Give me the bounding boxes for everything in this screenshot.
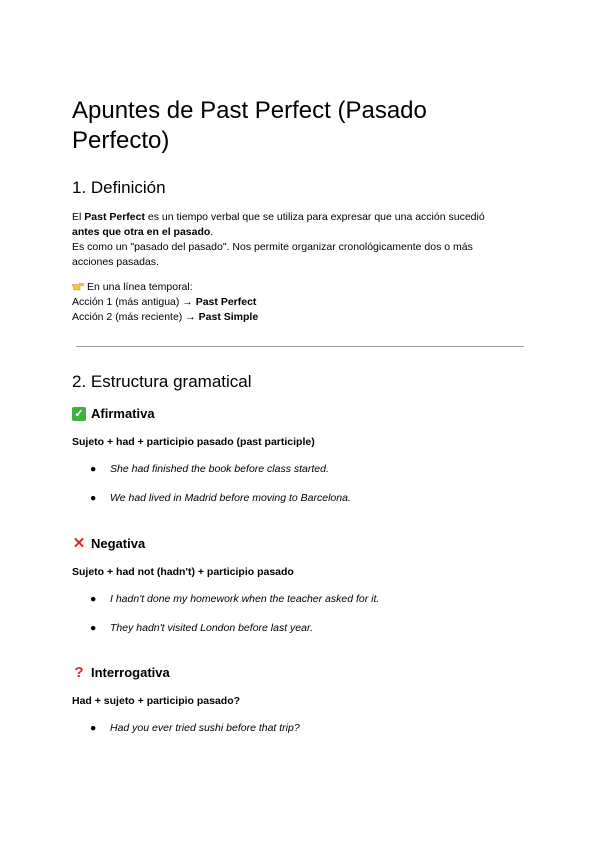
list-item: ● She had finished the book before class started. xyxy=(90,463,329,475)
list-item: ● Had you ever tried sushi before that trip? xyxy=(90,722,300,734)
horizontal-divider xyxy=(76,346,524,347)
page-title: Apuntes de Past Perfect (Pasado Perfecto) xyxy=(72,97,427,154)
bullet-icon: ● xyxy=(90,463,97,475)
section-heading-definition: 1. Definición xyxy=(72,178,166,197)
check-mark-icon: ✓ xyxy=(72,407,86,421)
formula-interrogative: Had + sujeto + participio pasado? xyxy=(72,695,241,707)
definition-paragraph xyxy=(72,210,524,270)
formula-negative: Sujeto + had not (hadn't) + participio pasado xyxy=(72,566,294,578)
question-mark-icon: ? xyxy=(74,664,84,681)
timeline-intro: En una línea temporal: xyxy=(72,280,524,295)
bullet-icon: ● xyxy=(90,492,97,504)
bullet-icon: ● xyxy=(90,593,97,605)
subheading-negative: ✕ Negativa xyxy=(72,535,146,552)
subheading-affirmative: ✓ Afirmativa xyxy=(72,405,155,423)
definition-line-3: Es como un "pasado del pasado". Nos permite organizar cronológicamente dos o más xyxy=(72,241,473,253)
term-past-perfect: Past Perfect xyxy=(84,211,145,223)
section-heading-structure: 2. Estructura gramatical xyxy=(72,372,252,391)
list-item: ● I hadn't done my homework when the teacher asked for it. xyxy=(90,593,380,605)
definition-line-1: El Past Perfect es un tiempo verbal que se utiliza para expresar que una acción sucedió xyxy=(72,211,485,223)
definition-line-2: antes que otra en el pasado. xyxy=(72,226,214,238)
bullet-icon: ● xyxy=(90,622,97,634)
bullet-icon: ● xyxy=(90,722,97,734)
pointing-hand-icon xyxy=(72,281,84,291)
term-before-another: antes que otra en el pasado xyxy=(72,226,211,238)
subheading-interrogative: ? Interrogativa xyxy=(72,664,170,682)
list-item: ● They hadn't visited London before last year. xyxy=(90,622,313,634)
timeline-block xyxy=(72,280,524,325)
definition-line-4: acciones pasadas. xyxy=(72,256,159,268)
formula-affirmative: Sujeto + had + participio pasado (past participle) xyxy=(72,436,315,448)
list-item: ● We had lived in Madrid before moving to Barcelona. xyxy=(90,492,351,504)
timeline-action-1: Acción 1 (más antigua) → Past Perfect xyxy=(72,296,257,308)
timeline-action-2: Acción 2 (más reciente) → Past Simple xyxy=(72,311,259,323)
cross-mark-icon: ✕ xyxy=(72,535,86,552)
